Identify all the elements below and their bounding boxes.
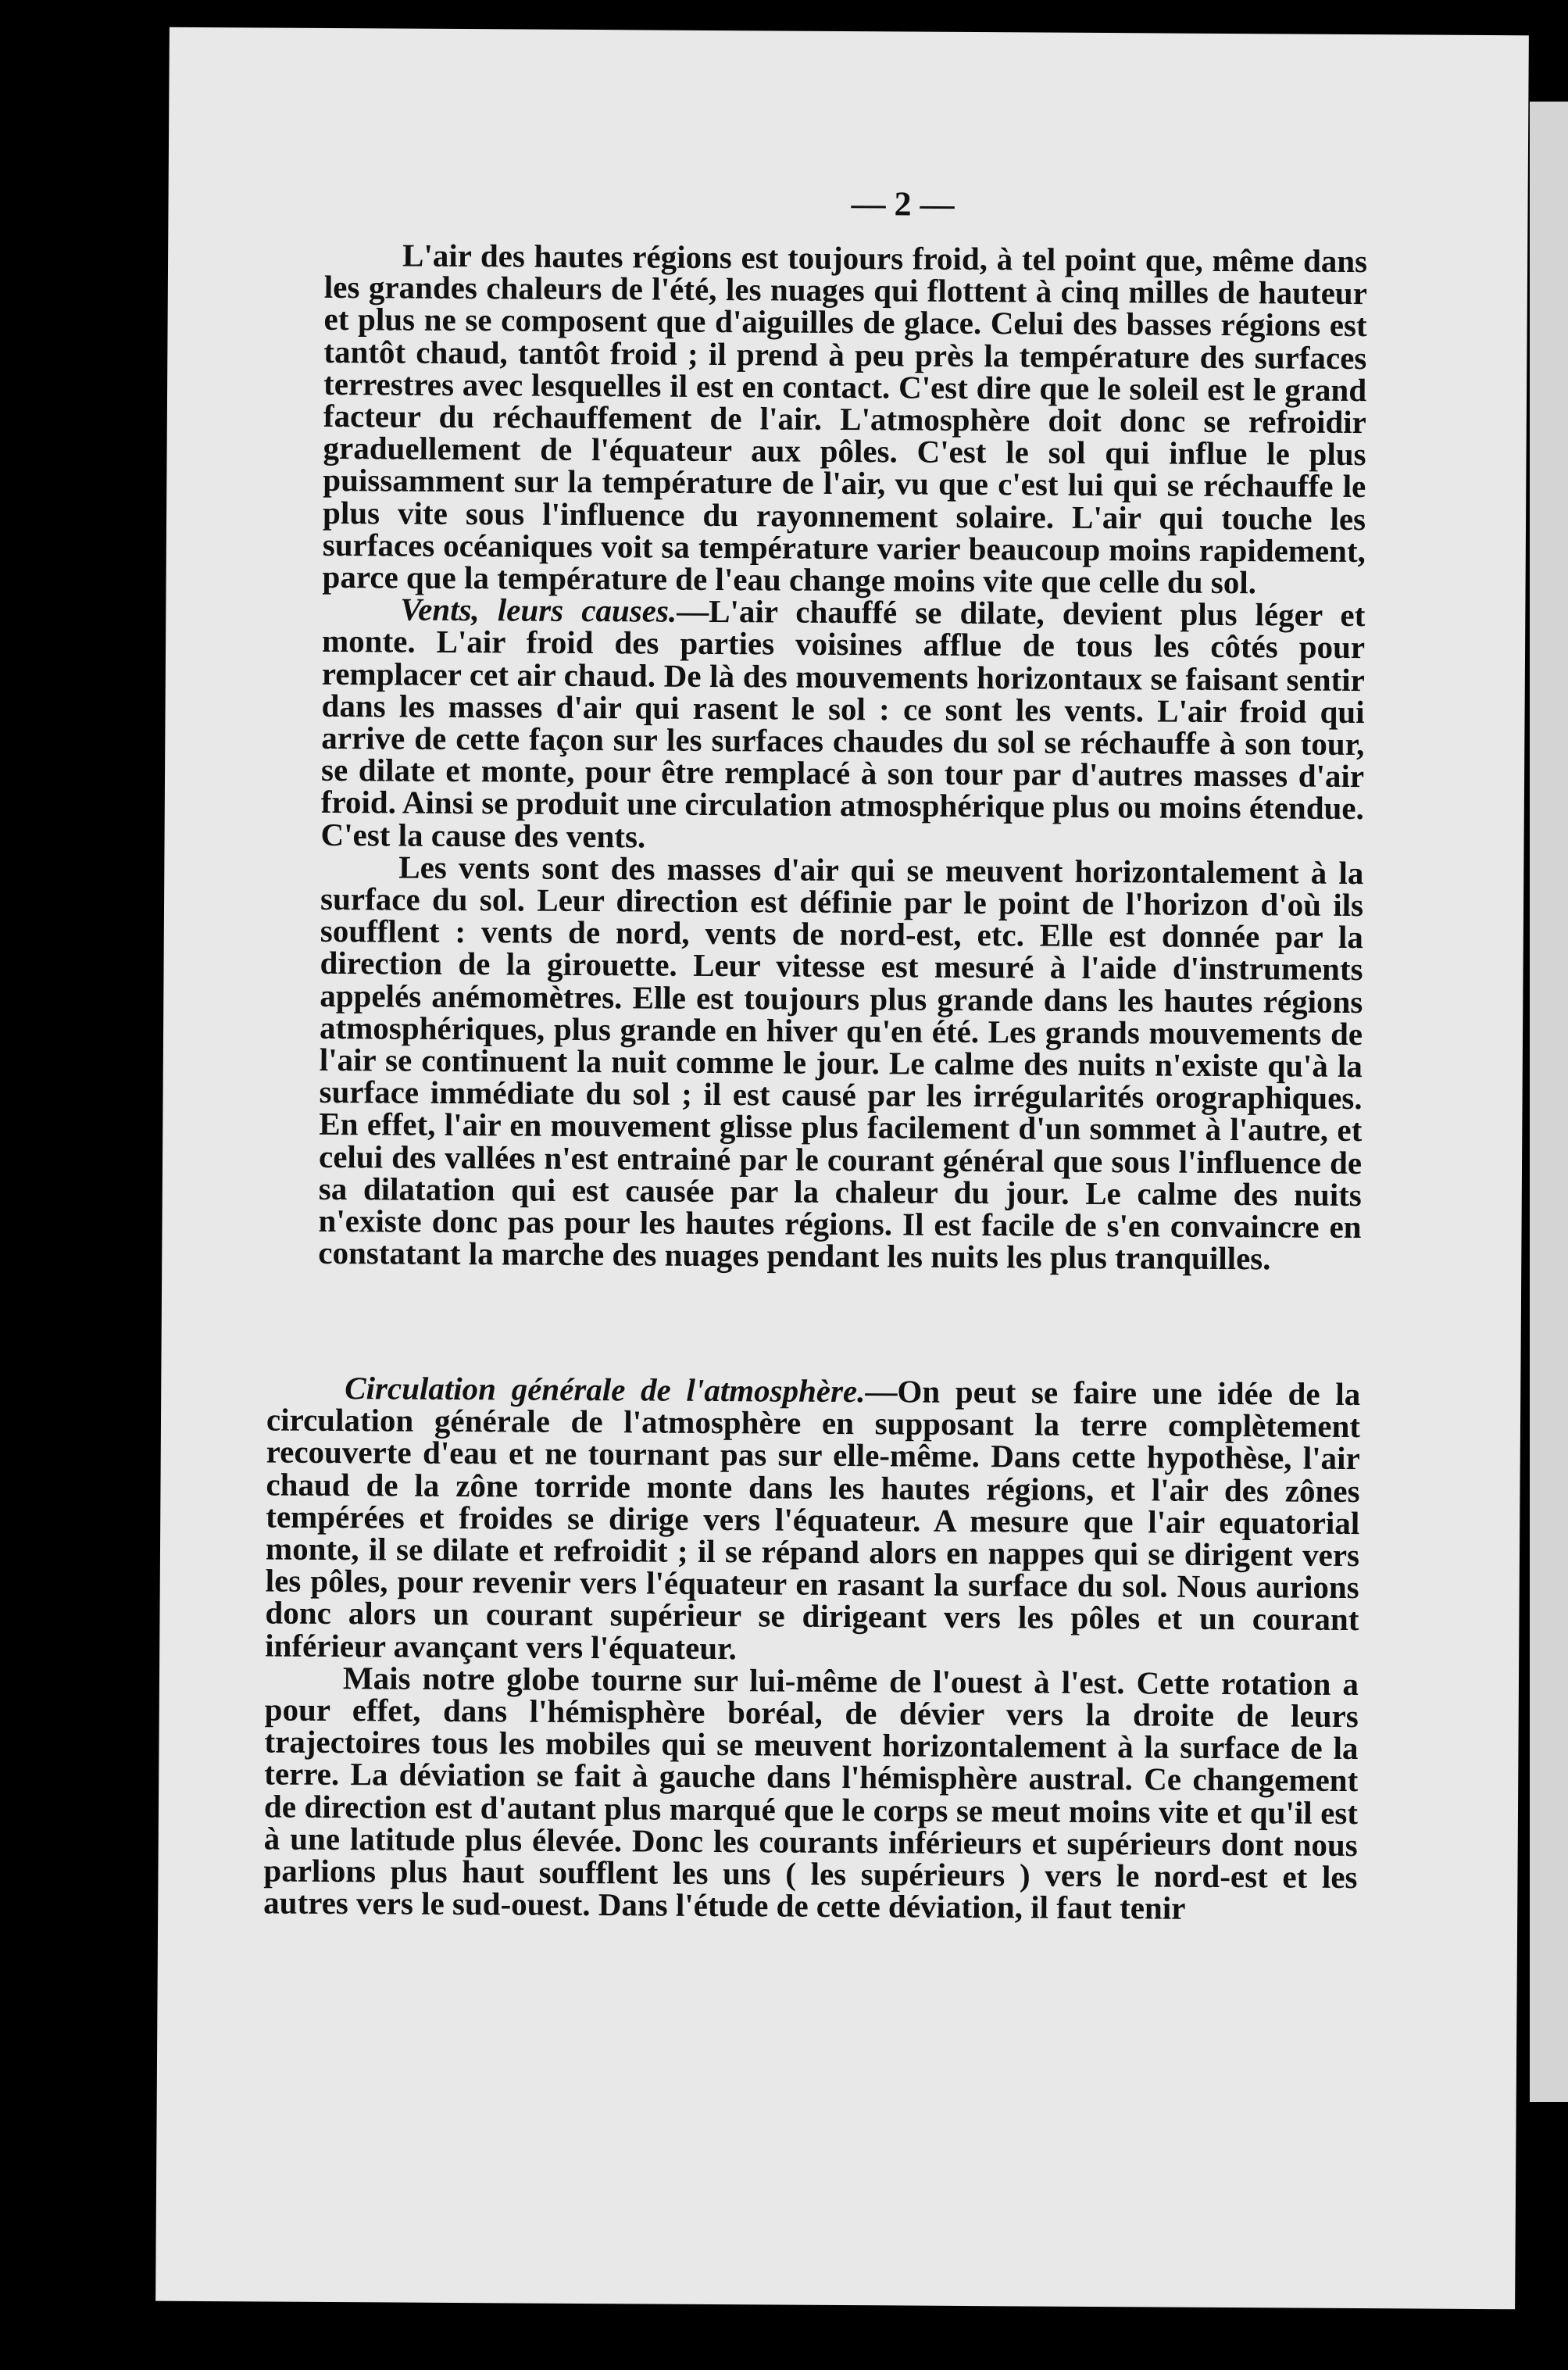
body-text-bottom (263, 1372, 1360, 1926)
page-number: — 2 — (851, 184, 955, 223)
document-page (155, 27, 1529, 2310)
adjacent-page-edge (1530, 102, 1568, 2102)
paragraph-air-temperature: L'air des hautes régions est toujours froid, à tel point que, même dans les grandes chaleurs de l'été, les nuages qui flottent à cinq milles de hauteur et plus ne se composent que d'aiguilles de glace. Celui des basses régions est tantôt chaud, tantôt froid ; il prend à peu près la température des surfaces terrestres avec lesquelles il est en contact. C'est dire que le soleil est le grand facteur du réchauffement de l'air. L'atmosphère doit donc se refroidir graduellement de l'équateur aux pôles. C'est le sol qui influe le plus puissamment sur la température de l'air, vu que c'est lui qui se réchauffe le plus vite sous l'influence du rayonnement solaire. L'air qui touche les surfaces océaniques voit sa température varier beaucoup moins rapidement, parce que la température de l'eau change moins vite que celle du sol. (322, 237, 1368, 601)
paragraph-general-circulation (265, 1372, 1360, 1668)
body-text-top (318, 239, 1367, 1276)
paragraph-general-circulation-text: —On peut se faire une idée de la circulation générale de l'atmosphère en supposant la terre complètement recouverte d'eau et ne tournant pas sur elle-même. Dans cette hypothèse, l'air chaud de la zône torride monte dans les hautes régions, et l'air des zônes tempérées et froides se dirige vers l'équateur. A mesure que l'air equatorial monte, il se dilate et refroidit ; il se répand alors en nappes qui se dirigent vers les pôles, pour revenir vers l'équateur en rasant la surface du sol. Nous aurions donc alors un courant supérieur se dirigeant vers les pôles et un courant inférieur avançant vers l'équateur. (265, 1373, 1361, 1666)
paragraph-winds-causes-text: —L'air chauffé se dilate, devient plus léger et monte. L'air froid des parties voisines afflue de tous les côtés pour remplacer cet air chaud. De là des mouvements horizontaux se faisant sentir dans les masses d'air qui rasent le sol : ce sont les vents. L'air froid qui arrive de cette façon sur les surfaces chaudes du sol se réchauffe à son tour, se dilate et monte, pour être remplacé à son tour par d'autres masses d'air froid. Ainsi se produit une circulation atmosphérique plus ou moins étendue. C'est la cause des vents. (320, 592, 1366, 855)
heading-general-circulation: Circulation générale de l'atmosphère. (345, 1370, 866, 1410)
paragraph-winds-definition: Les vents sont des masses d'air qui se meuvent horizontalement à la surface du sol. Leur direction est définie par le point de l'horizon d'où ils soufflent : vents de nord, vents de nord-est, etc. Elle est donnée par la direction de la girouette. Leur vitesse est mesuré à l'aide d'instruments appelés anémomètres. Elle est toujours plus grande dans les hautes régions atmosphériques, plus grande en hiver qu'en été. Les grands mouvements de l'air se continuent la nuit comme le jour. Le calme des nuits n'existe qu'à la surface immédiate du sol ; il est causé par les irrégularités orographiques. En effet, l'air en mouvement glisse plus facilement d'un sommet à l'autre, et celui des vallées n'est entrainé par le courant général que sous l'influence de sa dilatation qui est causée par la chaleur du jour. Le calme des nuits n'existe donc pas pour les hautes régions. Il est facile de s'en convaincre en constatant la marche des nuages pendant les nuits les plus tranquilles. (318, 849, 1364, 1277)
paragraph-earth-rotation: Mais notre globe tourne sur lui-même de l'ouest à l'est. Cette rotation a pour effet, dans l'hémisphère boréal, de dévier vers la droite de leurs trajectoires tous les mobiles qui se meuvent horizontalement à la surface de la terre. La déviation se fait à gauche dans l'hémisphère austral. Ce changement de direction est d'autant plus marqué que le corps se meut moins vite et qu'il est à une latitude plus élevée. Donc les courants inférieurs et supérieurs dont nous parlions plus haut soufflent les uns ( les supérieurs ) vers le nord-est et les autres vers le sud-ouest. Dans l'étude de cette déviation, il faut tenir (263, 1659, 1359, 1926)
heading-winds-causes: Vents, leurs causes. (400, 591, 677, 629)
paragraph-winds-causes (320, 593, 1365, 857)
